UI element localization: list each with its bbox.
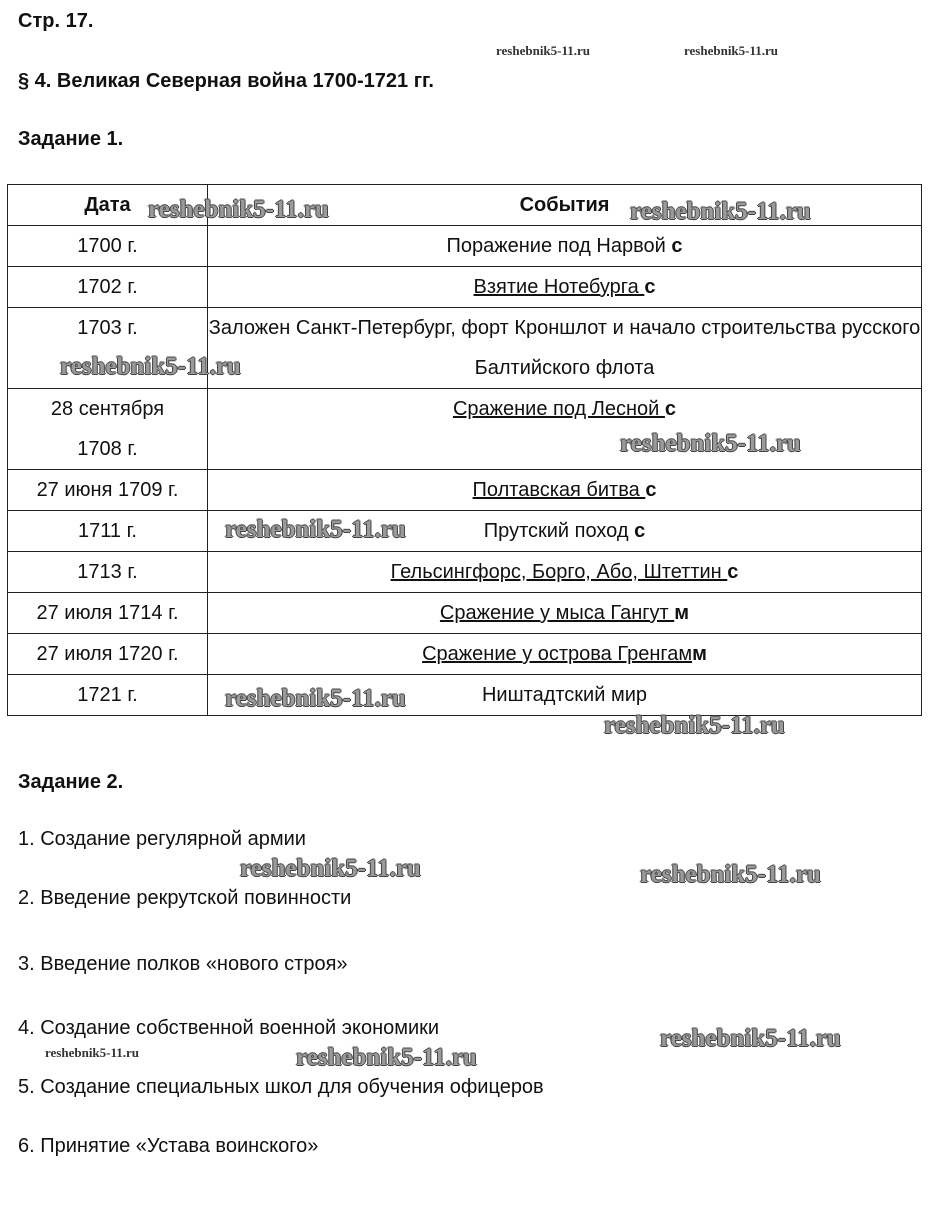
table-row [8, 389, 922, 470]
list-item: 1. Создание регулярной армии [18, 828, 306, 850]
watermark: reshebnik5-11.ru [225, 516, 406, 543]
watermark: reshebnik5-11.ru [620, 430, 801, 457]
list-item: 4. Создание собственной военной экономики [18, 1017, 440, 1039]
date-cell [8, 634, 208, 675]
event-text: Сражение у острова Гренгам [422, 643, 693, 665]
list-item: 6. Принятие «Устава воинского» [18, 1135, 319, 1157]
date-text: 28 сентября [50, 398, 165, 420]
table-row [8, 470, 922, 511]
list-item: 2. Введение рекрутской повинности [18, 887, 352, 909]
table-row [8, 593, 922, 634]
event-type-mark: с [634, 520, 646, 542]
event-text: Взятие Нотебурга [473, 276, 645, 298]
table-row [8, 675, 922, 716]
date-cell [8, 593, 208, 634]
event-type-mark: с [671, 235, 683, 257]
watermark: reshebnik5-11.ru [60, 353, 241, 380]
date-text: 1700 г. [77, 235, 138, 257]
watermark: reshebnik5-11.ru [684, 43, 779, 58]
event-text: Гельсингфорс, Борго, Або, Штеттин [390, 561, 728, 583]
date-cell [8, 308, 208, 389]
watermark: reshebnik5-11.ru [240, 855, 421, 882]
event-cell [208, 308, 922, 389]
event-type-mark: м [692, 643, 707, 665]
date-text: 1721 г. [77, 684, 138, 706]
watermark: reshebnik5-11.ru [45, 1045, 140, 1060]
date-cell [8, 552, 208, 593]
watermark: reshebnik5-11.ru [640, 861, 821, 888]
table-row [8, 552, 922, 593]
watermark: reshebnik5-11.ru [630, 198, 811, 225]
watermark: reshebnik5-11.ru [148, 196, 329, 223]
task1-title: Задание 1. [18, 128, 124, 150]
table-row [8, 308, 922, 389]
table-row [8, 267, 922, 308]
date-cell [8, 675, 208, 716]
date-text: 27 июля 1714 г. [36, 602, 179, 624]
event-text: Полтавская битва [472, 479, 646, 501]
event-type-mark: м [674, 602, 690, 624]
event-cell [208, 552, 922, 593]
watermark: reshebnik5-11.ru [660, 1025, 841, 1052]
date-cell [8, 511, 208, 552]
event-cell [208, 675, 922, 716]
event-text: Прутский поход [483, 520, 629, 542]
event-cell [208, 634, 922, 675]
task2-title: Задание 2. [18, 771, 124, 793]
date-text: 1711 г. [78, 520, 137, 542]
event-text: Ништадтский мир [481, 684, 648, 706]
watermark: reshebnik5-11.ru [225, 685, 406, 712]
date-text: 27 июля 1720 г. [36, 643, 179, 665]
section-title: § 4. Великая Северная война 1700-1721 гг. [18, 70, 434, 92]
date-cell [8, 389, 208, 470]
event-cell [208, 389, 922, 470]
event-cell [208, 470, 922, 511]
event-type-mark: с [664, 398, 677, 420]
event-cell [208, 511, 922, 552]
date-cell [8, 226, 208, 267]
table-row [8, 511, 922, 552]
table-row [8, 226, 922, 267]
event-text: Сражение у мыса Гангут [439, 602, 675, 624]
date-text: 1702 г. [77, 276, 138, 298]
event-cell [208, 226, 922, 267]
date-text: 1703 г. [77, 317, 138, 339]
event-type-mark: с [644, 276, 656, 298]
header-date: Дата [8, 185, 208, 226]
events-table [7, 184, 922, 716]
date-cell [8, 470, 208, 511]
event-cell [208, 593, 922, 634]
watermark: reshebnik5-11.ru [604, 712, 785, 739]
date-text: 1713 г. [77, 561, 138, 583]
list-item: 5. Создание специальных школ для обучения офицеров [18, 1076, 544, 1098]
date-text: 1708 г. [77, 438, 138, 460]
date-text: 27 июня 1709 г. [36, 479, 179, 501]
page-label: Стр. 17. [18, 10, 94, 32]
table-row [8, 634, 922, 675]
watermark: reshebnik5-11.ru [496, 43, 591, 58]
event-text: Заложен Санкт-Петербург, форт Кроншлот и начало строительства русского Балтийского флота [208, 317, 921, 379]
event-text: Сражение под Лесной [452, 398, 665, 420]
table-header-row [8, 185, 922, 226]
header-events: События [208, 185, 922, 226]
list-item: 3. Введение полков «нового строя» [18, 953, 348, 975]
watermark: reshebnik5-11.ru [296, 1044, 477, 1071]
date-cell [8, 267, 208, 308]
event-type-mark: с [727, 561, 739, 583]
event-cell [208, 267, 922, 308]
event-text: Поражение под Нарвой [446, 235, 666, 257]
event-type-mark: с [645, 479, 657, 501]
